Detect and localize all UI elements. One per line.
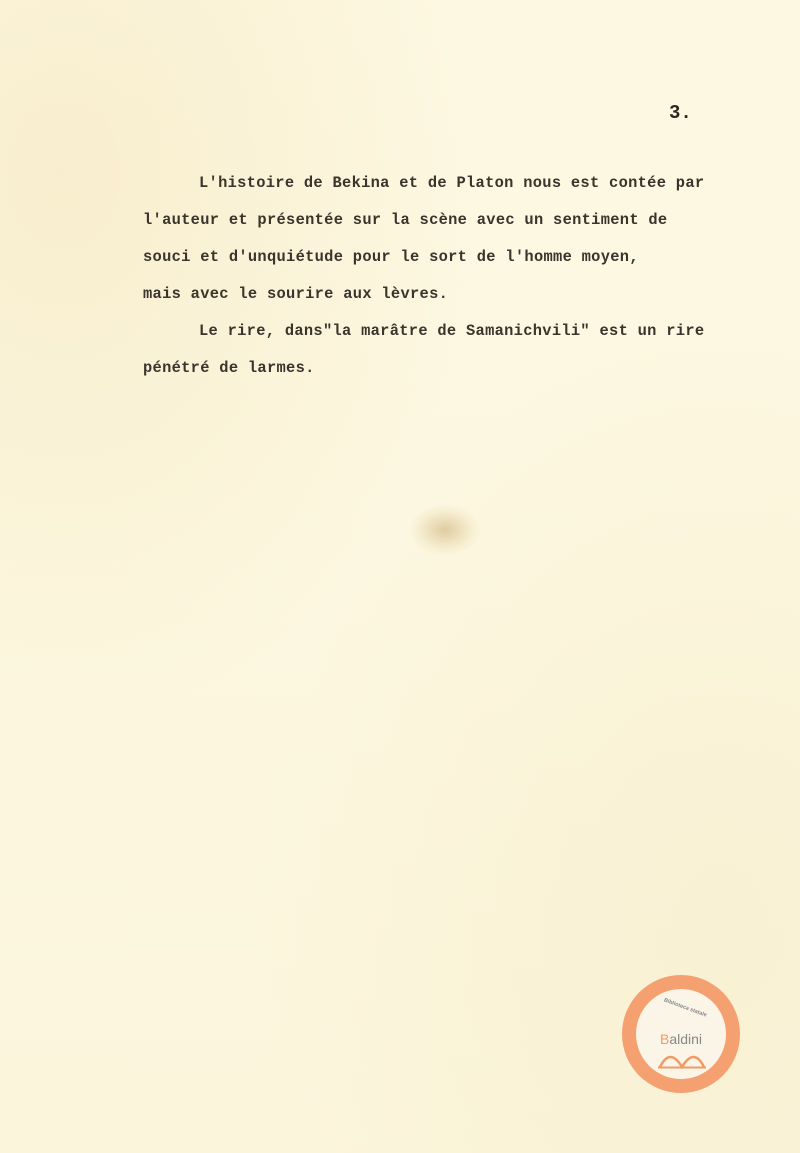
library-stamp <box>622 975 740 1093</box>
document-body <box>143 165 773 387</box>
stamp-library-name: Baldini <box>660 1031 703 1047</box>
stamp-small-text: Biblioteca statale <box>662 997 708 1019</box>
text-line: pénétré de larmes. <box>143 359 315 377</box>
text-line: souci et d'unquiétude pour le sort de l'homme moyen, <box>143 248 639 266</box>
stamp-inner-circle <box>636 989 726 1079</box>
text-line: l'auteur et présentée sur la scène avec un sentiment de <box>143 211 668 229</box>
text-line: mais avec le sourire aux lèvres. <box>143 285 449 303</box>
arches-logo-icon <box>658 1047 706 1069</box>
text-line: Le rire, dans"la marâtre de Samanichvili" est un rire <box>199 322 705 340</box>
text-line: L'histoire de Bekina et de Platon nous est contée par <box>199 174 705 192</box>
paper-stain <box>410 505 480 555</box>
page-number: 3. <box>669 102 692 124</box>
